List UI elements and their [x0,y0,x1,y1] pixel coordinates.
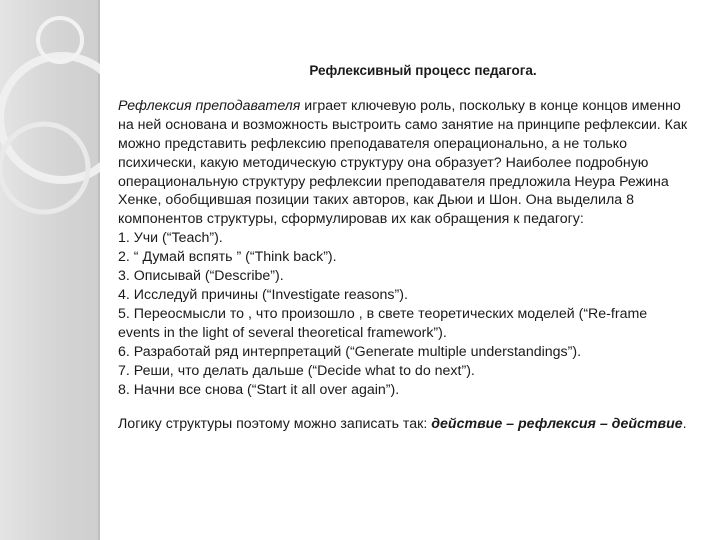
list-item: 3. Описывай (“Describe”). [118,268,284,285]
list-item: 1. Учи (“Teach”). [118,230,223,247]
conclusion-paragraph [118,415,688,434]
intro-text: играет ключевую роль, поскольку в конце концов именно на ней основана и возможность выстроить само занятие на принципе рефлексии. Как можно представить рефлексию преподавателя операционально, а не только психически, какую методическую структуру она образует? Наиболее подробную операциональную структуру рефлексии преподавателя предложила Неура Режина Хенке, обобщившая позиции таких авторов, как Дьюи и Шон. Она выделила 8 компонентов структуры, сформулировав их как обращения к педагогу: [118,97,688,228]
list-item: 2. “ Думай вспять ” (“Think back”). [118,249,337,266]
list-item: 4. Исследуй причины (“Investigate reasons”). [118,286,408,303]
slide-title: Рефлексивный процесс педагога. [309,63,537,78]
slide-content [118,62,688,434]
list-item: 8. Начни все снова (“Start it all over again”). [118,381,400,398]
decorative-circles [0,0,100,300]
intro-term: Рефлексия преподавателя [118,97,301,114]
list-item: 5. Переосмысли то , что произошло , в свете теоретических моделей (“Re-frame events in the light of several theoretical framework”). [118,305,648,341]
component-list [118,229,688,399]
intro-paragraph [118,97,688,229]
conclusion-suffix: . [682,416,687,433]
conclusion-formula: действие – рефлексия – действие [431,416,683,433]
conclusion-prefix: Логику структуры поэтому можно записать так: [118,416,432,433]
list-item: 6. Разработай ряд интерпретаций (“Generate multiple understandings”). [118,343,582,360]
list-item: 7. Реши, что делать дальше (“Decide what to do next”). [118,362,475,379]
small-ring [0,124,88,212]
